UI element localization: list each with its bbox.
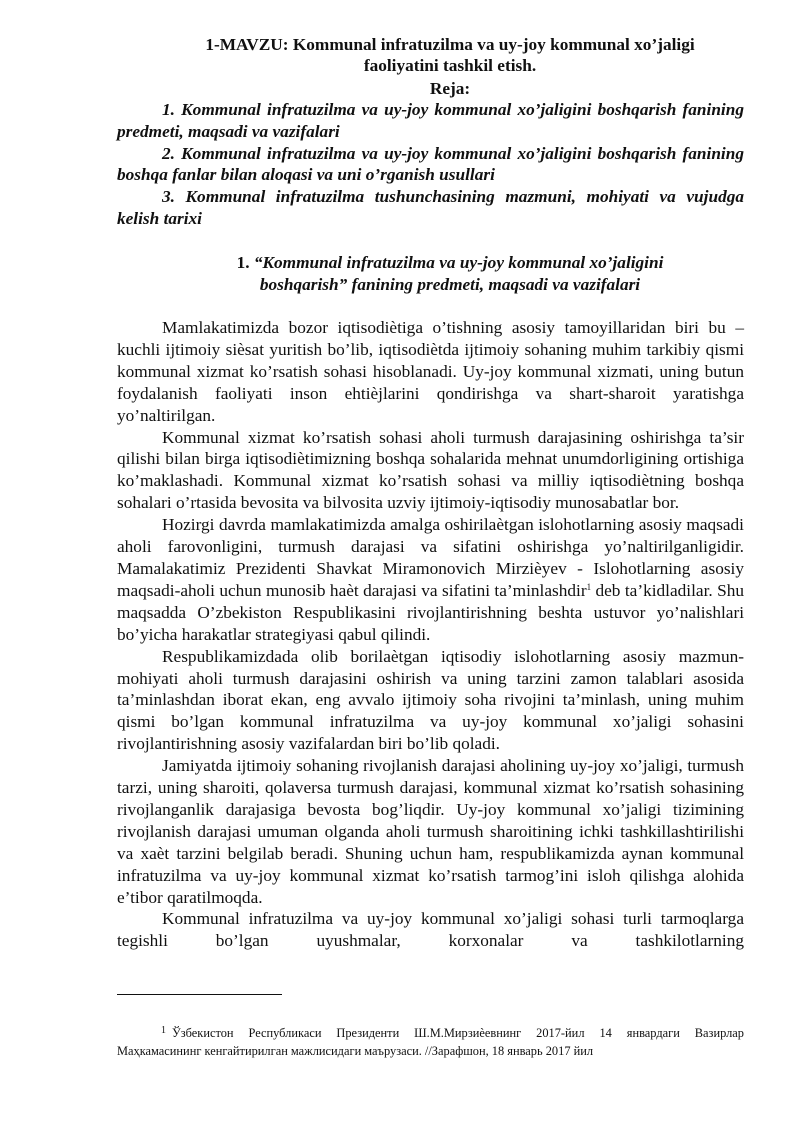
section-number: 1. <box>236 253 254 272</box>
paragraph-1: Mamlakatimizda bozor iqtisodiètiga o’tishning asosiy tamoyillaridan biri bu – kuchli ijtimoiy sièsat yuritish bo’lib, iqtisodiètda ijtimoiy sohaning muhim tarkibiy qismi kommunal xizmat ko’rsatish sohasi hisoblanadi. Uy-joy kommunal xizmati, uning butun foydalanish faoliyati inson ehtièjlarini qondirishga va shart-sharoit yaratishga yo’naltirilgan. <box>117 318 744 425</box>
paragraph-3 <box>117 514 744 645</box>
footnote-separator <box>117 994 282 995</box>
footnote-text: Ўзбекистон Республикаси Президенти Ш.М.Мирзиѐевнинг 2017-йил 14 январдаги Вазирлар Маҳкамасининг кенгайтирилган мажлисидаги маърузаси. //Зарафшон, 18 январь 2017 йил <box>117 1026 744 1058</box>
plan-item-2: 2. Kommunal infratuzilma va uy-joy kommunal xo’jaligini boshqarish fanining boshqa fanlar bilan aloqasi va uni o’rganish usullari <box>117 143 744 185</box>
section-heading <box>150 252 750 295</box>
topic-title <box>150 34 750 76</box>
footnote-mark: 1 <box>161 1025 166 1036</box>
paragraph-6: Kommunal infratuzilma va uy-joy kommunal xo’jaligi sohasi turli tarmoqlarga tegishli bo’lgan uyushmalar, korxonalar va tashkilotlarning <box>117 909 744 951</box>
section-heading-line-2: boshqarish” fanining predmeti, maqsadi va vazifalari <box>259 274 641 294</box>
paragraph-3-part-a: Hozirgi davrda mamlakatimizda amalga oshirilaètgan islohotlarning asosiy maqsadi aholi farovonligini, turmush darajasi va sifatini oshirishga yo’naltirilganligidir. Mamalakatimiz Prezidenti Shavkat Miramonovich Mirzièyev - Islohotlarning asosiy maqsadi-aholi uchun munosib haèt darajasi va sifatini ta’minlashdir <box>117 515 744 600</box>
paragraph-5: Jamiyatda ijtimoiy sohaning rivojlanish darajasi aholining uy-joy xo’jaligi, turmush tarzi, uning sharoiti, qolaversa turmush darajasi, kommunal xizmat ko’rsatish sohasining rivojlanganlik darajasiga bevosta bog’liqdir. Uy-joy kommunal xo’jaligi tizimining rivojlanish darajasi umuman olganda aholi turmush sharoitining ichki tashkillashtirilishi va xaèt tarzini belgilab beradi. Shuning uchun ham, respublikamizda aynan kommunal infratuzilma va uy-joy kommunal xizmat ko’rsatish tarmog’ini isloh qilishga alohida e’tibor qaratilmoqda. <box>117 756 744 907</box>
paragraph-3-part-b: deb ta’kidladilar. Shu maqsadda O’zbekiston Respublikasini rivojlantirishning beshta ustuvor yo’nalishlari bo’yicha harakatlar strategiyasi qabul qilindi. <box>117 580 744 644</box>
plan-heading: Reja: <box>429 79 471 98</box>
plan-item-1: 1. Kommunal infratuzilma va uy-joy kommunal xo’jaligini boshqarish fanining predmeti, maqsadi va vazifalari <box>117 100 744 141</box>
paragraph-2: Kommunal xizmat ko’rsatish sohasi aholi turmush darajasining oshirishga ta’sir qilishi bilan birga iqtisodiètimizning boshqa sohalarida mehnat unumdorligining ortishiga ko’maklashadi. Kommunal xizmat ko’rsatish sohasi va milliy iqtisodiètning boshqa sohalari o’rtasida bevosita va bilvosita uzviy ijtimoiy-iqtisodiy munosabatlar bor. <box>117 427 744 513</box>
footnote <box>117 1022 744 1060</box>
topic-title-line-2: faoliyatini tashkil etish. <box>363 56 537 75</box>
topic-title-line-1: 1-MAVZU: Kommunal infratuzilma va uy-joy kommunal xo’jaligi <box>205 35 695 54</box>
plan-item-3: 3. Kommunal infratuzilma tushunchasining mazmuni, mohiyati va vujudga kelish tarixi <box>117 187 744 228</box>
plan-list <box>117 99 744 230</box>
footnote-reference: 1 <box>586 581 592 592</box>
paragraph-4: Respublikamizdada olib borilaètgan iqtisodiy islohotlarning asosiy mazmun-mohiyati aholi turmush darajasini oshirish va uning tarzini zamon talablari asosida ta’minlashdan iborat ekan, eng avvalo ijtimoiy soha rivojini ta’minlash, uning muhim qismi bo’lgan kommunal infratuzilma va uy-joy kommunal xo’jaligi sohasini rivojlantirishning asosiy vazifalardan biri bo’lib qoladi. <box>117 646 744 754</box>
section-heading-line-1: “Kommunal infratuzilma va uy-joy kommunal xo’jaligini <box>253 253 664 272</box>
body-text <box>117 317 744 952</box>
